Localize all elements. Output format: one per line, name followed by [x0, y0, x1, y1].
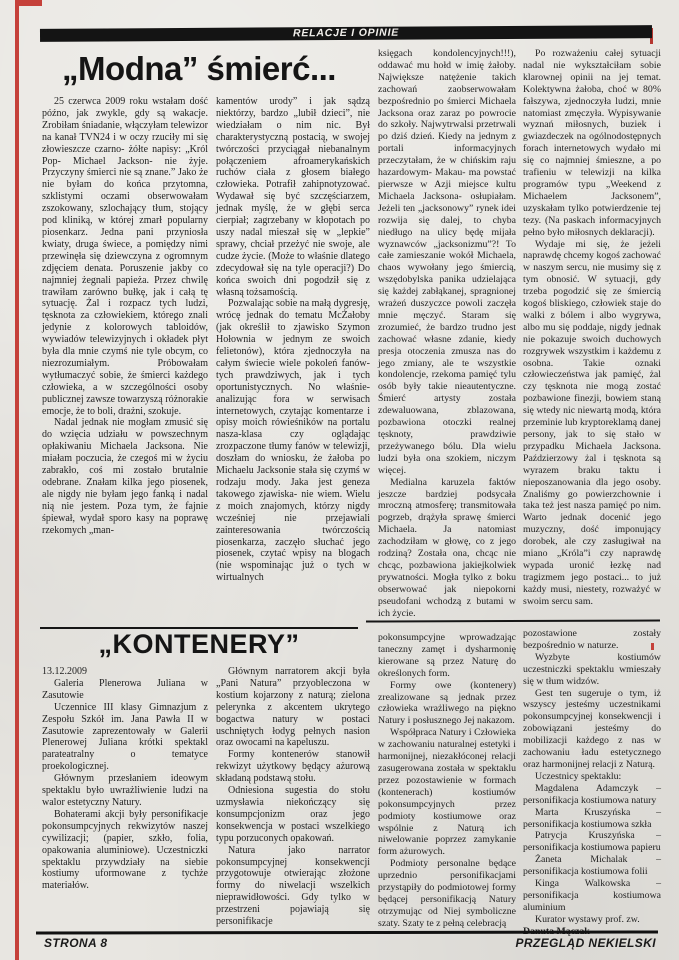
section-header-bar	[40, 25, 652, 42]
paragraph: Kurator wystawy prof. zw.	[535, 913, 640, 925]
paragraph: Odniesiona sugestia do stołu uzmysławia niekończący się konsumpcjonizm oraz jego konsekwencja w postaci wszelkiego typu porzuconych opakowań.	[216, 785, 370, 844]
article-modna-column-1	[42, 96, 208, 628]
paragraph: Po rozważeniu całej sytuacji nadal nie wykształciłam sobie klarownej opinii na jej temat. Kolektywna żałoba, choć w 80% fałszywa, zjednoczyła ludzi, mnie natomiast zmęczyła. Wypisywanie wyznań miłosnych, buziek i gwiazdeczek na ogólnodostępnych forach internetowych wydało mi się co najmniej śmieszne, a po trafieniu w telewizji na kilka programów typu „Weekend z Michaelem Jacksonem”, uzyskałam tylko potwierdzenie tej tezy. (Na paskach informacyjnych pełno było miłosnych deklaracji).	[523, 48, 661, 238]
paragraph: Żaneta Michalak – personifikacja kostiumowa folii	[523, 854, 661, 878]
footer-page-label: STRONA 8	[44, 936, 108, 950]
paragraph: Natura jako narrator pokonsumpcyjnej konsekwencji przygotowuje otwierając złożone formy do niwelacji wszelkich nieprawidłowości. Gdy tylko w przestrzeni pojawiają się personifikacje	[216, 844, 370, 928]
paragraph: Medialna karuzela faktów jeszcze bardziej podsycała mroczną atmosferę; transmitowała pogrzeb, drążyła sprawę śmierci Michaela. Ja natomiast zachodziłam w głowę, co z jego rodziną? Została ona, chcąc nie chcąc, pozbawiona jakiejkolwiek prywatności. Mogła tylko z boku obserwować jak niepokorni pseudofani wchodzą z butami w ich życie.	[378, 476, 516, 619]
paragraph: Bohaterami akcji były personifikacje pokonsumpcyjnych rekwizytów naszej cywilizacji; (papier, szkło, folia, opakowania aluminiowe). Uczestniczki spektaklu przywdziały na siebie kostiumy uformowane z tychże materiałów.	[42, 808, 208, 892]
footer-newspaper-title: PRZEGLĄD NEKIELSKI	[515, 936, 656, 950]
paragraph: Nadal jednak nie mogłam zmusić się do wzięcia udziału w powszechnym opłakiwaniu Michaela Jacksona. Nie miałam poczucia, że czegoś mi w życiu zabrakło, coś mi zostało brutalnie odebrane. Znałam kilka jego piosenek, ale nigdy nie byłam jego fanką i nadal nią nie jestem. Poza tym, że fajnie śpiewał, wydał sporo kasy na poprawę rzekomych „man-	[42, 417, 208, 536]
paragraph: Galeria Plenerowa Juliana w Zasutowie	[42, 677, 208, 701]
red-margin-corner	[15, 0, 42, 6]
paragraph: Kinga Walkowska – personifikacja kostiumowa aluminium	[523, 878, 661, 913]
paragraph: Gest ten sugeruje o tym, iż wszyscy jesteśmy uczestnikami pokonsumpcyjnej konsekwencji i zobowiązani jesteśmy do mobilizacji każdego z nas w zachowaniu ładu estetycznego oraz harmonijnej relacji z Naturą.	[523, 687, 661, 770]
paragraph: 13.12.2009	[42, 666, 87, 677]
article-kontenery-title: „KONTENERY”	[98, 629, 300, 659]
section-header-label: RELACJE I OPINIE	[292, 26, 400, 40]
paragraph: Formy owe (kontenery) zrealizowane są jednak przez człowieka wrażliwego na piękno Natury i posłusznego Jej nakazom.	[378, 679, 516, 727]
article-kontenery-column-3	[378, 632, 516, 928]
red-margin-line	[15, 0, 19, 960]
paragraph: pokonsumpcyjne wprowadzając taneczny zamęt i dysharmonię kierowane są przez Naturę do określonych form.	[378, 632, 516, 679]
article-modna-column-2	[216, 96, 370, 628]
paragraph: Współpraca Natury i Człowieka w zachowaniu naturalnej estetyki i harmonijnej, niezakłóconej relacji zasugerowana została w spektaklu przez pozostawienie w formach (kontenerach) kostiumów pokonsumpcyjnych przez podmioty kostiumowe oraz wspólnie z Naturą ich niwelowanie poprzez zamykanie form ażurowych.	[378, 727, 516, 858]
paragraph: Wydaje mi się, że jeżeli naprawdę chcemy kogoś zachować w naszym sercu, nie musimy się z tym obnosić. W sytuacji, gdy trzeba pogodzić się ze śmiercią kogoś bliskiego, człowiek staje do walki z bólem i albo wygrywa, albo mu się poddaje, nigdy jednak nie pokazuje swoich duchowych rozgrywek wszystkim i każdemu z osobna. Takie oznaki człowieczeństwa jak pamięć, żal czy tęsknota nie mogą zostać pozbawione finezji, bowiem staną się wtedy nic niewartą modą, która przeminie lub kryptoreklamą danej persony, jak to się stało w przypadku Michaela Jacksona. Paździerzowy żal i tęsknota są wyrazem braku taktu i nieposzanowania dla jego osoby. Znaliśmy go powierzchownie i taka też jest nasza pamięć po nim. Warto jednak docenić jego muzyczny, dość imponujący dorobek, ale czy zasługiwał na miano „Króla”i czy naprawdę wypada uronić łezkę nad tragizmem jego postaci... to już każdy musi, niestety, rozważyć w swoim sercu sam.	[523, 238, 661, 607]
article-modna-column-3	[378, 48, 516, 618]
paragraph: Marta Kruszyńska – personifikacja kostiumowa szkła	[523, 806, 661, 830]
paragraph: Magdalena Adamczyk – personifikacja kostiumowa natury	[523, 782, 661, 806]
paragraph: Głównym przesłaniem ideowym spektaklu było uwrażliwienie ludzi na walor estetyczny Natury.	[42, 773, 208, 808]
paragraph: Pozwalając sobie na małą dygresję, wrócę jednak do tematu McŻałoby (jak określił to zjawisko Szymon Hołownia w jednym ze swoich felietonów), która zjednoczyła na całym świecie wiele pokoleń fanów- tych prawdziwych, jak i tych oportunistycznych. No właśnie- analizując fora w serwisach internetowych, czytając komentarze i opisy moich rówieśników na portalu nasza-klasa czy oglądając zrozpaczone tłumy fanów w telewizji, doszłam do wniosku, że żałoba po Michaelu Jacksonie stała się czymś w rodzaju mody. Jaka jest geneza takowego zjawiska- nie wiem. Wielu z moich znajomych, którzy nigdy wcześniej nie przejawiali zainteresowania twórczością piosenkarza, zaczęło słuchać jego piosenek, czytać wpisy na blogach (nie wspominając już o tych w wirtualnych	[216, 298, 370, 584]
article-kontenery-column-4	[523, 628, 661, 928]
paragraph: księgach kondolencyjnych!!!), oddawać mu hołd w imię żałoby. Największe natężenie takich zachowań zaobserwowałam bezpośrednio po śmierci Michaela Jacksona oraz zaraz po powrocie do szkoły. Najwytrwalsi przetrwali po dziś dzień. Kiedy na jednym z portali informacyjnych przeczytałam, że w chińskim raju hazardowym- Makau- ma powstać pierwsze w Azji miejsce kultu Michaela Jacksona- osłupiałam. Jeżeli ten „jacksonowy” rynek idei rozwija się dalej, to chyba niedługo na ulicy będę mijała wyznawców „jacksonizmu”?! To całe zamieszanie wokół Michaela, chaos wywołany jego śmiercią, wszędobylska panika udzielająca się każdej zabłąkanej, spragnionej wrażeń duszyczce powoli zaczęła mnie męczyć. Staram się zrozumieć, że bardzo trudno jest zachować własne zdanie, kiedy presja otoczenia zmusza nas do jego zmiany, ale te wszystkie kondolencje, rzekoma pamięć tylu osób były takie nieautentyczne. Śmierć artysty została zdewaluowana, zblazowana, pozbawiona otoczki realnej tęsknoty, prawdziwie przeżywanego bólu. Dla wielu ludzi była ona szokiem, niczym więcej.	[378, 48, 516, 476]
article-modna-column-4	[523, 48, 661, 624]
paragraph: Uczennice III klasy Gimnazjum z Zespołu Szkół im. Jana Pawła II w Zasutowie zaprezentowały w Galerii Plenerowej Juliana krótki spektakl parateatralny o tematyce proekologicznej.	[42, 701, 208, 773]
article-kontenery-column-2	[216, 666, 370, 930]
paragraph: pozostawione zostały bezpośrednio w naturze.	[523, 628, 661, 651]
paragraph: Uczestnicy spektaklu:	[535, 770, 622, 782]
paragraph: Głównym narratorem akcji była „Pani Natura” przyobleczona w kostium kojarzony z naturą; zielona pelerynka z akcentem ukrytego bogactwa natury w postaci uschniętych łodyg pełnych nasion oraz owocami na kapeluszu.	[216, 666, 370, 749]
article-kontenery-column-1	[42, 666, 208, 930]
paragraph: Podmioty personalne będące uprzednio personifikacjami przystąpiły do podmiotowej formy będącej personifikacją Natury otrzymując od Niej symboliczne szaty. Szaty te z pełną celebracją	[378, 858, 516, 929]
article-modna-title: „Modna” śmierć...	[62, 50, 336, 87]
paragraph: 25 czerwca 2009 roku wstałam dość późno, jak zwykle, gdy są wakacje. Zrobiłam śniadanie, włączyłam telewizor na kanał TVN24 i w oczy rzuciły mi się złowieszcze czarno- żółte napisy: „Król Pop- Michael Jackson- nie żyje. Przyczyny śmierci nie są znane.” Jako że nie byłam do końca przytomna, szklistymi oczami obserwowałam zszokowany, szlochający tłum, stojący pod kliniką, w której zmarł popularny piosenkarz. Jedna pani przyniosła kwiaty, druga świece, a pomiędzy nimi przewinęła się dziewczyna z ogromnym zdjęciem denata. Poruszenie jakby co najmniej żegnali papieża. Przez chwilę trawiłam zarówno bułkę, jak i całą tę sytuację. Żal i rozpacz tych ludzi, tęsknota za człowiekiem, którego znali jedynie z kolorowych tabloidów, wywiadów telewizyjnych i okładek płyt była dla mnie czymś nie tyle obcym, co niezrozumiałym. Próbowałam wytłumaczyć sobie, że śmierci każdego człowieka, a w szczególności osoby publicznej zawsze towarzyszą różnorakie emocje, że to boli, drażni, szokuje.	[42, 96, 208, 417]
paragraph: Patrycja Kruszyńska – personifikacja kostiumowa papieru	[523, 830, 661, 854]
paragraph: kamentów urody” i jak sądzą niektórzy, bardzo „lubił dzieci”, nie wiedziałam o nim nic. Był charakterystyczną postacią, w swojej twórczości przyciągał niebanalnym połączeniem afroamerykańskich ruchów ciała z głosem białego człowieka. Potrafił zahipnotyzować. Wydawał się być szczęściarzem, jednak myślę, że w głębi serca cierpiał; zagrzebany w kłopotach po uszy nadal mieszał się w „lepkie” sprawy, chciał przeżyć nie swoje, ale cudze życie. (Może to właśnie dlatego zdecydował się na tyle operacji?) Do końca swoich dni pogodził się z własną tożsamością.	[216, 96, 370, 298]
paragraph: Formy kontenerów stanowił rekwizyt użytkowy będący ażurową składaną podstawą stołu.	[216, 749, 370, 785]
paragraph: Wyzbyte kostiumów uczestniczki spektaklu wmieszały się w tłum widzów.	[523, 651, 661, 687]
